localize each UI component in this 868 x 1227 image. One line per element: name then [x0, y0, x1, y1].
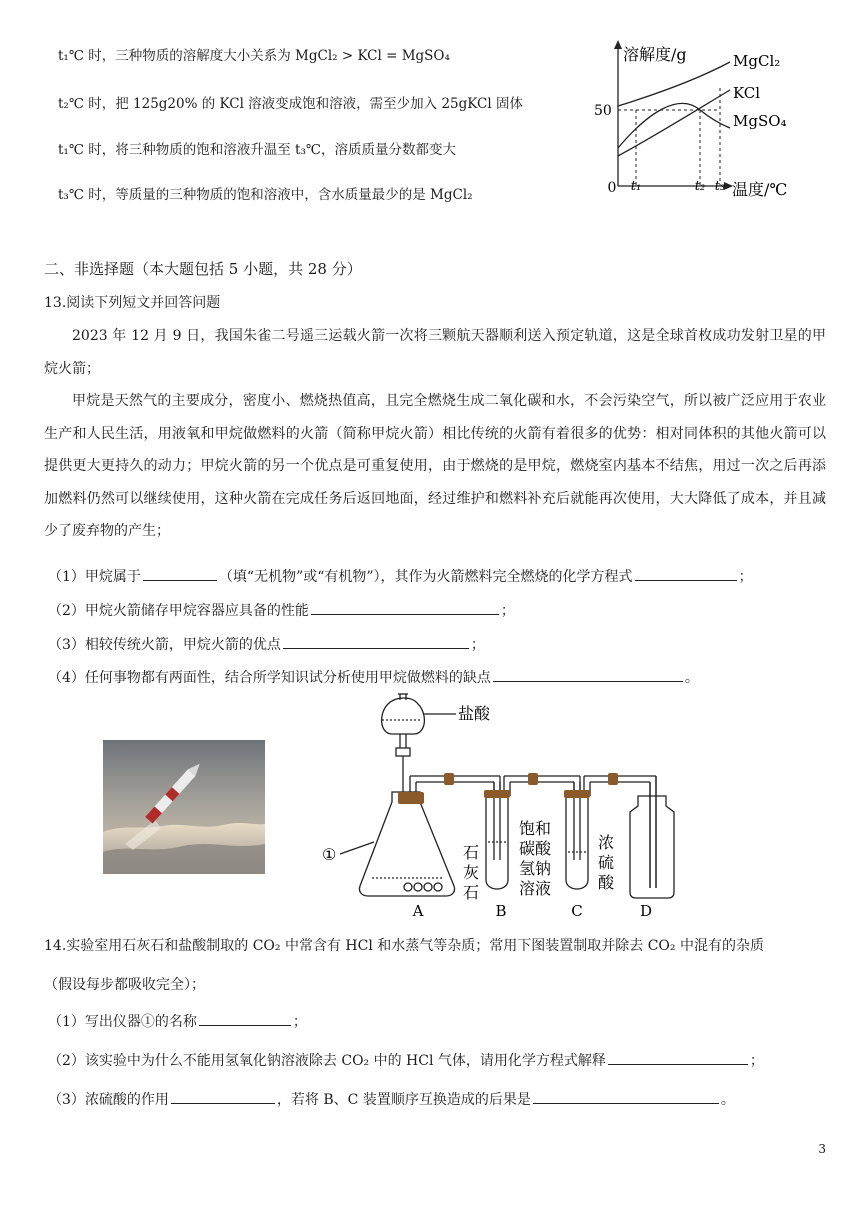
- answer-blank-q13-3[interactable]: [283, 634, 469, 649]
- q14-sub1-end: ；: [292, 1014, 307, 1030]
- gas-jar-d: [630, 796, 674, 898]
- q13-sub2-text: （2）甲烷火箭储存甲烷容器应具备的性能: [48, 603, 309, 619]
- page-number: 3: [818, 1142, 826, 1156]
- answer-blank-q14-2[interactable]: [608, 1050, 748, 1065]
- q13-sub4-end: 。: [684, 670, 699, 686]
- reagent-b-line-3: 氢钠: [519, 859, 552, 878]
- q14-stem-line1: 14.实验室用石灰石和盐酸制取的 CO₂ 中常含有 HCl 和水蒸气等杂质；常用下图装置制取并除去 CO₂ 中混有的杂质: [44, 938, 764, 954]
- q14-sub1-text: （1）写出仪器①的名称: [48, 1014, 197, 1030]
- q13-sub2: [48, 600, 515, 620]
- label-c: C: [571, 902, 583, 920]
- q13-sub1: [48, 566, 753, 586]
- rocket-photo: [103, 740, 265, 874]
- option-a: [58, 44, 450, 64]
- origin-label: 0: [607, 180, 617, 196]
- q14-sub2-end: ；: [749, 1053, 764, 1069]
- q13-head: 13.阅读下列短文并回答问题: [44, 295, 221, 311]
- q14-sub3-mid: ，若将 B、C 装置顺序互换造成的后果是: [276, 1092, 531, 1108]
- answer-blank-q14-3a[interactable]: [171, 1089, 275, 1104]
- erlenmeyer-flask: [359, 792, 454, 896]
- q14-stem-line2: （假设每步都吸收完全）；: [44, 977, 205, 993]
- option-d-text: t₃℃ 时，等质量的三种物质的饱和溶液中，含水质量最少的是 MgCl₂: [58, 187, 473, 203]
- label-mgcl2: MgCl₂: [733, 52, 781, 70]
- reagent-b-line-1: 饱和: [519, 819, 552, 838]
- x-tick-t1: t₁: [630, 179, 642, 194]
- option-a-text: t₁℃ 时，三种物质的溶解度大小关系为 MgCl₂ > KCl = MgSO₄: [58, 48, 450, 64]
- answer-blank-q13-1b[interactable]: [635, 566, 737, 581]
- q14-sub1: [48, 1011, 307, 1031]
- x-tick-t2: t₂: [694, 179, 706, 194]
- q13-sub4: [48, 667, 699, 687]
- test-tube-c: [566, 796, 588, 889]
- y-axis-label: 溶解度/g: [623, 45, 687, 64]
- answer-blank-q14-1[interactable]: [199, 1011, 291, 1026]
- answer-blank-q13-1a[interactable]: [143, 566, 217, 581]
- q13-sub3-text: （3）相较传统火箭，甲烷火箭的优点: [48, 637, 281, 653]
- q13-sub2-end: ；: [500, 603, 515, 619]
- q14-sub3-prefix: （3）浓硫酸的作用: [48, 1092, 169, 1108]
- reagent-a-char-1: 石: [463, 843, 480, 862]
- solubility-graph: [590, 38, 810, 203]
- reagent-b-line-2: 碳酸: [519, 839, 552, 858]
- acid-label: 盐酸: [458, 704, 491, 723]
- label-a: A: [412, 902, 424, 920]
- q13-sub3-end: ；: [470, 637, 485, 653]
- option-c: [58, 138, 456, 158]
- reagent-c-char-2: 硫: [598, 853, 615, 872]
- answer-blank-q13-4[interactable]: [493, 667, 683, 682]
- q13-sub4-text: （4）任何事物都有两面性，结合所学知识试分析使用甲烷做燃料的缺点: [48, 670, 491, 686]
- q13-sub1-mid: （填“无机物”或“有机物”），其作为火箭燃料完全燃烧的化学方程式: [218, 569, 633, 585]
- x-axis-label: 温度/℃: [732, 180, 788, 199]
- q14-sub3-end: 。: [720, 1092, 735, 1108]
- q14-sub2: [48, 1050, 764, 1070]
- reagent-a-char-3: 石: [463, 883, 480, 902]
- curve-kcl: [618, 90, 730, 156]
- flask-leader-line: [340, 842, 374, 854]
- reagent-a-char-2: 灰: [463, 863, 480, 882]
- q13-sub1-prefix: （1）甲烷属于: [48, 569, 141, 585]
- y-axis-arrow: [614, 40, 622, 49]
- q13-para2: 甲烷是天然气的主要成分，密度小、燃烧热值高，且完全燃烧生成二氧化碳和水，不会污染空气，所以被广泛应用于农业生产和人民生活，用液氧和甲烷做燃料的火箭（简称甲烷火箭）相比传统的火箭有着很多的优势：相对同体积的其他火箭可以提供更大更持久的动力；甲烷火箭的另一个优点是可重复使用，由于燃烧的是甲烷，燃烧室内基本不结焦，用过一次之后再添加燃料仍然可以继续使用，这种火箭在完成任务后返回地面，经过维护和燃料补充后就能再次使用，大大降低了成本，并且减少了废弃物的产生；: [44, 393, 826, 539]
- q14-sub2-text: （2）该实验中为什么不能用氢氧化钠溶液除去 CO₂ 中的 HCl 气体，请用化学方程式解释: [48, 1053, 606, 1069]
- label-d: D: [639, 902, 653, 920]
- q13-sub1-end: ；: [738, 569, 753, 585]
- reagent-b-line-4: 溶液: [519, 879, 552, 898]
- x-tick-t3: t₃: [714, 179, 726, 194]
- section-title: 二、非选择题（本大题包括 5 小题，共 28 分）: [44, 260, 362, 278]
- q13-sub3: [48, 634, 485, 654]
- y-tick-50: 50: [594, 103, 612, 119]
- reagent-c-char-3: 酸: [598, 873, 615, 892]
- label-b: B: [495, 902, 507, 920]
- q14-sub3: [48, 1089, 735, 1109]
- option-b-text: t₂℃ 时，把 125g20% 的 KCl 溶液变成饱和溶液，需至少加入 25gKCl 固体: [58, 96, 523, 112]
- answer-blank-q13-2[interactable]: [311, 600, 499, 615]
- apparatus-diagram: [320, 692, 720, 920]
- flask-number-label: ①: [322, 845, 337, 864]
- label-mgso4: MgSO₄: [733, 112, 787, 130]
- option-d: [58, 183, 473, 203]
- separatory-funnel: [382, 698, 425, 734]
- answer-blank-q14-3b[interactable]: [533, 1089, 719, 1104]
- reagent-c-char-1: 浓: [598, 833, 615, 852]
- q13-para1: 2023 年 12 月 9 日，我国朱雀二号遥三运载火箭一次将三颗航天器顺利送入预定轨道，这是全球首枚成功发射卫星的甲烷火箭；: [44, 328, 826, 377]
- label-kcl: KCl: [733, 84, 761, 102]
- option-b: [58, 92, 523, 112]
- option-c-text: t₁℃ 时，将三种物质的饱和溶液升温至 t₃℃，溶质质量分数都变大: [58, 142, 456, 158]
